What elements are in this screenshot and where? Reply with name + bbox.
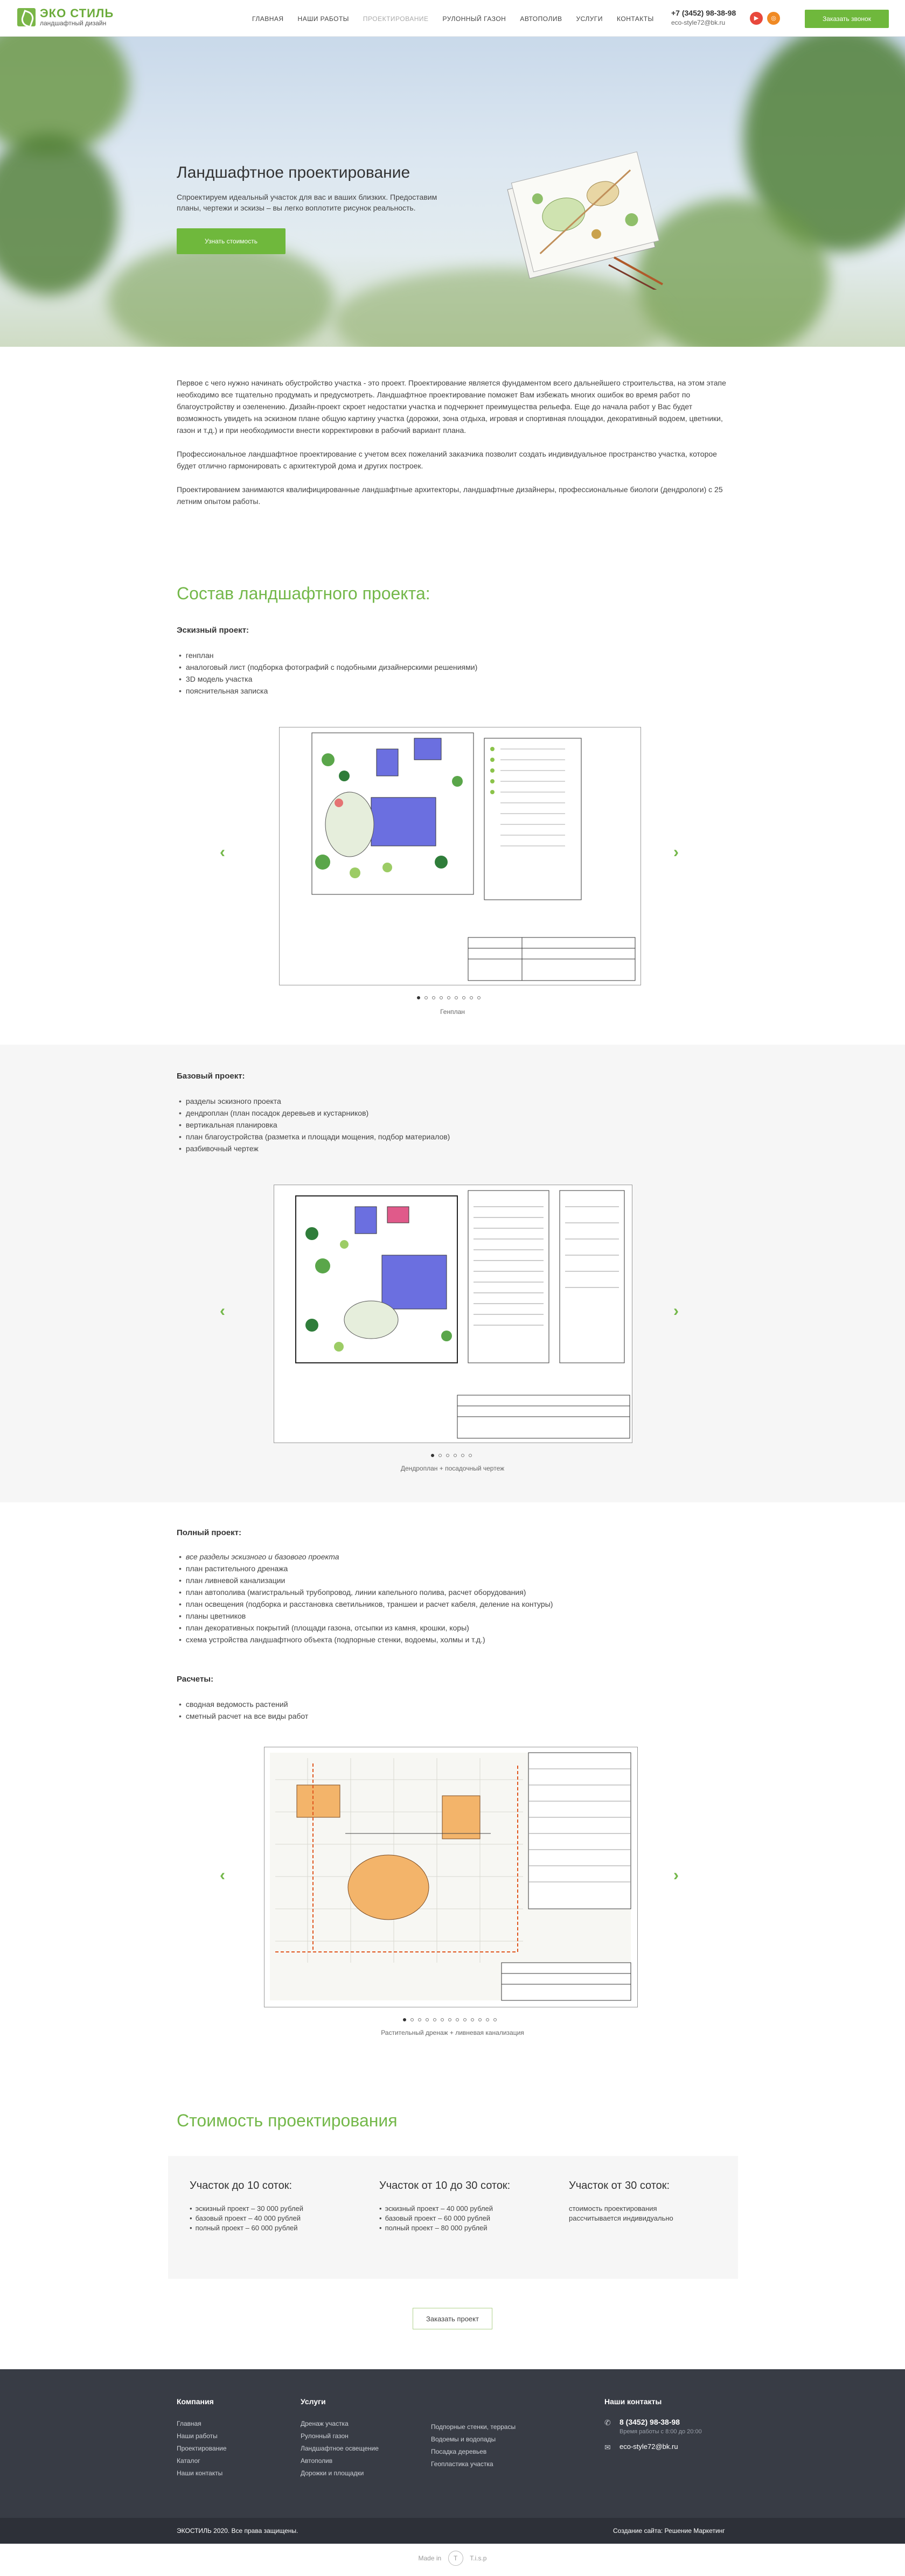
price-item: • базовый проект – 40 000 рублей <box>190 2214 362 2223</box>
nav-services[interactable]: УСЛУГИ <box>576 15 603 23</box>
footer-link[interactable]: Наши контакты <box>177 2469 223 2477</box>
slider-dot[interactable] <box>493 2018 497 2021</box>
footer-link[interactable]: Ландшафтное освещение <box>301 2445 379 2452</box>
footer-services <box>301 2397 379 2480</box>
mail-icon: ✉ <box>604 2443 611 2452</box>
slider-prev-arrow-icon[interactable]: ‹ <box>220 1302 225 1320</box>
price-button[interactable]: Узнать стоимость <box>177 228 286 254</box>
list-item: • вертикальная планировка <box>179 1119 450 1131</box>
slider-dot[interactable] <box>426 2018 429 2021</box>
header-phone[interactable]: +7 (3452) 98-38-98 <box>671 9 736 17</box>
slider-dot[interactable] <box>424 996 428 999</box>
header-email[interactable]: eco-style72@bk.ru <box>671 19 726 26</box>
price-item: • базовый проект – 60 000 рублей <box>379 2214 552 2223</box>
slider-dots <box>417 996 481 999</box>
slider-dot[interactable] <box>478 2018 482 2021</box>
slider-dot[interactable] <box>440 996 443 999</box>
drainage-plan-image <box>264 1747 638 2007</box>
price-item: • эскизный проект – 40 000 рублей <box>379 2204 552 2214</box>
footer-link[interactable]: Автополив <box>301 2457 333 2465</box>
price-col-large <box>569 2180 741 2223</box>
footer-phone[interactable]: 8 (3452) 98-38-98 <box>619 2418 680 2426</box>
tree-left-image <box>0 134 119 295</box>
calc-list <box>179 1698 308 1722</box>
slider-dot[interactable] <box>454 1454 457 1457</box>
price-col-small <box>190 2180 362 2233</box>
slider-dot[interactable] <box>446 1454 449 1457</box>
slider-dot[interactable] <box>462 996 465 999</box>
price-col-title: Участок от 30 соток: <box>569 2180 670 2192</box>
logo[interactable] <box>17 8 114 27</box>
list-item: • сводная ведомость растений <box>179 1698 308 1710</box>
landscape-plans-image <box>501 150 679 290</box>
price-item: • эскизный проект – 30 000 рублей <box>190 2204 362 2214</box>
base-list <box>179 1095 450 1154</box>
base-heading: Базовый проект: <box>177 1072 245 1081</box>
footer-heading: Наши контакты <box>604 2397 662 2406</box>
slide-caption: Генплан <box>440 1008 465 1016</box>
intro-paragraph: Проектированием занимаются квалифицированные ландшафтные архитекторы, ландшафтные дизайнеры, профессиональные биологи (дендрологи) с 25 летним опытом работы. <box>177 485 723 506</box>
footer-link[interactable]: Геопластика участка <box>431 2460 493 2468</box>
slider-prev-arrow-icon[interactable]: ‹ <box>220 843 225 861</box>
logo-subtitle: ландшафтный дизайн <box>40 19 107 27</box>
slider-next-arrow-icon[interactable]: › <box>673 843 679 861</box>
price-col-title: Участок от 10 до 30 соток: <box>379 2180 511 2192</box>
nav-home[interactable]: ГЛАВНАЯ <box>252 15 284 23</box>
footer-contacts <box>604 2397 702 2458</box>
sketch-heading: Эскизный проект: <box>177 626 249 635</box>
list-item: • план благоустройства (разметка и площади мощения, подбор материалов) <box>179 1131 450 1143</box>
site-footer <box>0 2369 905 2518</box>
slider-dot[interactable] <box>470 996 473 999</box>
footer-link[interactable]: Рулонный газон <box>301 2432 349 2440</box>
list-item: • дендроплан (план посадок деревьев и кустарников) <box>179 1107 450 1119</box>
slider-next-arrow-icon[interactable]: › <box>673 1866 679 1884</box>
slider-dots <box>403 2018 497 2021</box>
list-item: • план освещения (подборка и расстановка светильников, траншеи и расчет кабеля, деление на контуры) <box>179 1598 553 1610</box>
price-item: • полный проект – 80 000 рублей <box>379 2223 552 2233</box>
footer-link[interactable]: Посадка деревьев <box>431 2448 487 2455</box>
list-item: • схема устройства ландшафтного объекта (подпорные стенки, водоемы, холмы и т.д.) <box>179 1634 553 1646</box>
footer-email[interactable]: eco-style72@bk.ru <box>619 2442 678 2451</box>
dendroplan-image <box>274 1185 632 1443</box>
full-list <box>179 1551 553 1646</box>
list-item: • пояснительная записка <box>179 685 477 697</box>
list-item: • план декоративных покрытий (площади газона, отсыпки из камня, крошки, коры) <box>179 1622 553 1634</box>
slide-caption: Растительный дренаж + ливневая канализация <box>381 2029 524 2036</box>
slider-dot[interactable] <box>410 2018 414 2021</box>
hero-text: Спроектируем идеальный участок для вас и ваших близких. Предоставим планы, чертежи и эскизы – вы легко воплотите рисунок реальность. <box>177 193 437 212</box>
slider-dot[interactable] <box>438 1454 442 1457</box>
price-item: • полный проект – 60 000 рублей <box>190 2223 362 2233</box>
nav-lawn[interactable]: РУЛОННЫЙ ГАЗОН <box>442 15 506 23</box>
footer-heading: Услуги <box>301 2397 326 2406</box>
work-hours: Время работы с 8:00 до 20:00 <box>619 2428 702 2435</box>
slider-dot[interactable] <box>448 2018 451 2021</box>
slider-dot[interactable] <box>463 2018 467 2021</box>
footer-link[interactable]: Дренаж участка <box>301 2420 349 2427</box>
copyright: ЭКОСТИЛЬ 2020. Все права защищены. <box>177 2527 298 2535</box>
genplan-image <box>279 727 641 985</box>
intro-paragraph: Профессиональное ландшафтное проектирование с учетом всех пожеланий заказчика позволит создать индивидуальное пространство участка, которое будет отлично гармонировать с архитектурой дома и других построек. <box>177 450 717 470</box>
slider-dot[interactable] <box>403 2018 406 2021</box>
slider-next-arrow-icon[interactable]: › <box>673 1302 679 1320</box>
footer-link[interactable]: Каталог <box>177 2457 200 2465</box>
list-item: • сметный расчет на все виды работ <box>179 1710 308 1722</box>
nav-contacts[interactable]: КОНТАКТЫ <box>617 15 654 23</box>
slider-dot[interactable] <box>418 2018 421 2021</box>
nav-irrigation[interactable]: АВТОПОЛИВ <box>520 15 562 23</box>
made-in-label: Made in <box>418 2554 442 2562</box>
phone-icon: ✆ <box>604 2418 611 2427</box>
nav-works[interactable]: НАШИ РАБОТЫ <box>297 15 349 23</box>
intro-paragraph: Первое с чего нужно начинать обустройство участка - это проект. Проектирование является фундаментом всего дальнейшего строительства, на этом этапе необходимо все тщательно продумать и предусмотреть. Ландшафтное проектирование поможет Вам избежать многих ошибок во время работ по благоустройству и озеленению. Дизайн-проект скроет недостатки участка и подчеркнет преимущества рельефа. Еще до начала работ у Вас будет возможность увидеть на эскизном плане общую картину участка (дорожки, зона отдыха, игровая и спортивная площадки, декоративный водоем, цветники, газон и т.д.) и при необходимости внести корректировки в рабочий вариант плана. <box>177 379 726 435</box>
slide-caption: Дендроплан + посадочный чертеж <box>400 1465 505 1472</box>
list-item: • планы цветников <box>179 1610 553 1622</box>
prices-box <box>168 2156 738 2279</box>
slider-dot[interactable] <box>477 996 481 999</box>
footer-bottom-bar <box>0 2518 905 2544</box>
header-contacts <box>671 9 736 26</box>
composition-title: Состав ландшафтного проекта: <box>177 584 430 603</box>
main-nav <box>252 15 668 23</box>
calc-heading: Расчеты: <box>177 1675 214 1684</box>
footer-heading: Компания <box>177 2397 214 2406</box>
list-item: • план ливневой канализации <box>179 1574 553 1586</box>
footer-company <box>177 2397 227 2480</box>
price-col-medium <box>379 2180 552 2233</box>
intro-text <box>177 377 726 519</box>
list-item: • план растительного дренажа <box>179 1563 553 1574</box>
list-item: • аналоговый лист (подборка фотографий с подобными дизайнерскими решениями) <box>179 661 477 673</box>
list-item: • 3D модель участка <box>179 673 477 685</box>
slider-dot[interactable] <box>471 2018 474 2021</box>
hero-banner <box>0 37 905 347</box>
list-item: • разбивочный чертеж <box>179 1143 450 1154</box>
sketch-list <box>179 649 477 697</box>
footer-link[interactable]: Подпорные стенки, террасы <box>431 2423 516 2431</box>
footer-link[interactable]: Главная <box>177 2420 201 2427</box>
slider-dot[interactable] <box>417 996 420 999</box>
list-item: • разделы эскизного проекта <box>179 1095 450 1107</box>
slider-dot[interactable] <box>469 1454 472 1457</box>
slider-dot[interactable] <box>433 2018 436 2021</box>
instagram-icon[interactable]: ◎ <box>767 12 780 25</box>
price-col-title: Участок до 10 соток: <box>190 2180 293 2192</box>
slider-dot[interactable] <box>441 2018 444 2021</box>
leaf-logo-icon <box>17 8 36 26</box>
site-header <box>0 0 905 37</box>
bush-left-image <box>108 241 334 347</box>
order-project-button[interactable]: Заказать проект <box>413 2308 492 2329</box>
price-note: стоимость проектирования <box>569 2204 657 2213</box>
footer-link[interactable]: Наши работы <box>177 2432 218 2440</box>
footer-link[interactable]: Дорожки и площадки <box>301 2469 364 2477</box>
made-by-label[interactable]: T.i.s.p <box>470 2554 487 2562</box>
slider-prev-arrow-icon[interactable]: ‹ <box>220 1866 225 1884</box>
slider-dots <box>431 1454 472 1457</box>
tisp-logo-icon[interactable]: T <box>448 2551 463 2566</box>
site-credits[interactable]: Создание сайта: Решение Маркетинг <box>613 2527 725 2535</box>
list-item: • план автополива (магистральный трубопровод, линии капельного полива, расчет оборудования) <box>179 1586 553 1598</box>
prices-title: Стоимость проектирования <box>177 2111 398 2130</box>
slider-dot[interactable] <box>456 2018 459 2021</box>
hero-title: Ландшафтное проектирование <box>177 164 410 181</box>
made-in-bar <box>0 2544 905 2576</box>
slider-dot[interactable] <box>461 1454 464 1457</box>
slider-dot[interactable] <box>431 1454 434 1457</box>
call-request-button[interactable]: Заказать звонок <box>805 10 889 28</box>
logo-title: ЭКО СТИЛЬ <box>40 6 114 20</box>
slider-dot[interactable] <box>447 996 450 999</box>
youtube-icon[interactable]: ▶ <box>750 12 763 25</box>
slider-dot[interactable] <box>486 2018 489 2021</box>
nav-design[interactable]: ПРОЕКТИРОВАНИЕ <box>363 15 429 23</box>
footer-services-2 <box>431 2421 516 2470</box>
footer-link[interactable]: Водоемы и водопады <box>431 2435 496 2443</box>
list-item: • все разделы эскизного и базового проекта <box>179 1551 553 1563</box>
price-note: рассчитывается индивидуально <box>569 2214 673 2222</box>
full-heading: Полный проект: <box>177 1528 241 1537</box>
slider-dot[interactable] <box>455 996 458 999</box>
list-item: • генплан <box>179 649 477 661</box>
slider-dot[interactable] <box>432 996 435 999</box>
footer-link[interactable]: Проектирование <box>177 2445 227 2452</box>
